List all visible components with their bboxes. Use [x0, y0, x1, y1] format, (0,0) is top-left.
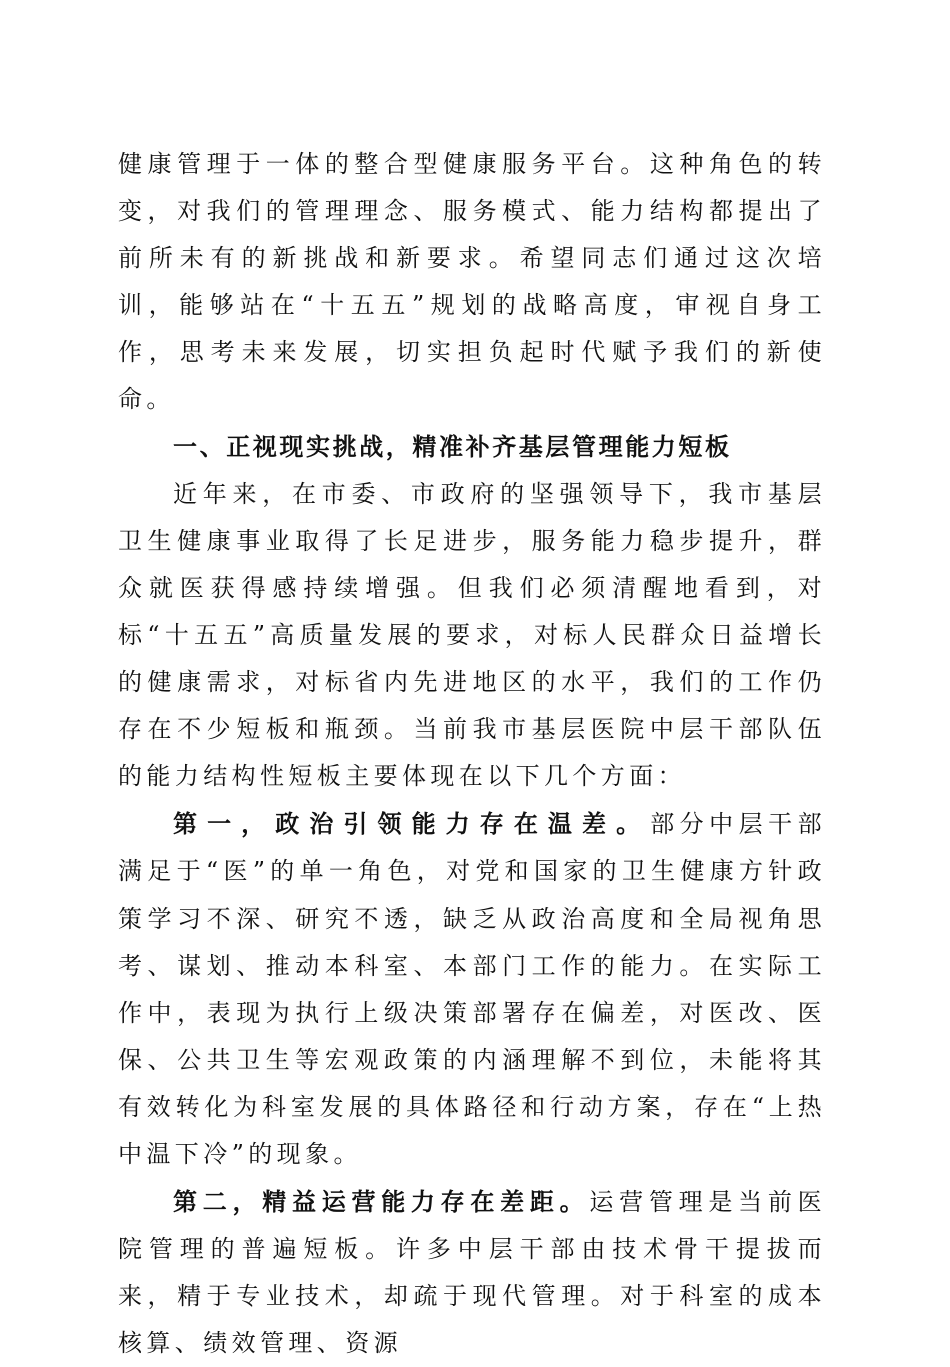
section-heading-1: 一、正视现实挑战，精准补齐基层管理能力短板 [173, 432, 732, 461]
paragraph-background: 近年来，在市委、市政府的坚强领导下，我市基层卫生健康事业取得了长足进步，服务能力稳步提升，群众就医获得感持续增强。但我们必须清醒地看到，对标“十五五”高质量发展的要求，对标人民群众日益增长的健康需求，对标省内先进地区的水平，我们的工作仍存在不少短板和瓶颈。当前我市基层医院中层干部队伍的能力结构性短板主要体现在以下几个方面： [118, 479, 826, 791]
paragraph-first-point [118, 800, 826, 1178]
first-point-text: 部分中层干部满足于“医”的单一角色，对党和国家的卫生健康方针政策学习不深、研究不透，缺乏从政治高度和全局视角思考、谋划、推动本科室、本部门工作的能力。在实际工作中，表现为执行上级决策部署存在偏差，对医改、医保、公共卫生等宏观政策的内涵理解不到位，未能将其有效转化为科室发展的具体路径和行动方案，存在“上热中温下冷”的现象。 [118, 810, 827, 1168]
document-body [118, 141, 826, 1367]
second-point-lead: 第二，精益运营能力存在差距。 [173, 1187, 590, 1217]
first-point-lead: 第一，政治引领能力存在温差。 [173, 809, 651, 839]
paragraph-second-point [118, 1178, 826, 1367]
paragraph-intro: 健康管理于一体的整合型健康服务平台。这种角色的转变，对我们的管理理念、服务模式、能力结构都提出了前所未有的新挑战和新要求。希望同志们通过这次培训，能够站在“十五五”规划的战略高度，审视自身工作，思考未来发展，切实担负起时代赋予我们的新使命。 [118, 150, 826, 414]
second-point-text: 运营管理是当前医院管理的普遍短板。许多中层干部由技术骨干提拔而来，精于专业技术，却疏于现代管理。对于科室的成本核算、绩效管理、资源 [118, 1188, 826, 1358]
